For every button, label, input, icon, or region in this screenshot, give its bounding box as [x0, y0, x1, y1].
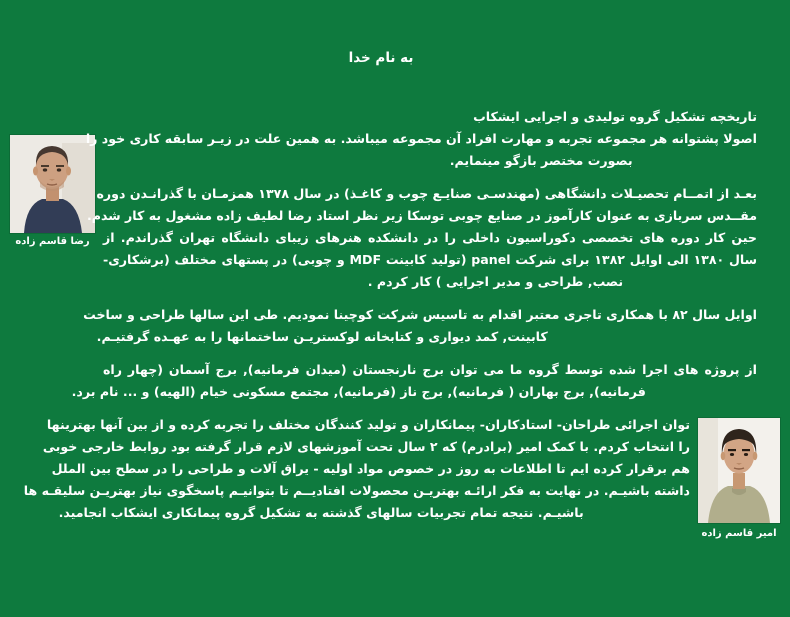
body-line: اوایل سال ۸۲ با همکاری تاجری معتبر اقدام به تاسیس شرکت کوچینا نمودیم. طی این سالها طراحی و ساخت [83, 307, 757, 322]
portrait-icon [10, 135, 95, 233]
body-line: بصورت مختصر بازگو مینمایم. [449, 153, 633, 168]
body-line: را انتخاب کردم. با کمک امیر (برادرم) که ۲ سال تحت آموزشهای لازم قرار گرفته بود روابط خارجی خوبی [42, 439, 690, 454]
body-line: از پروژه های اجرا شده توسط گروه ما می توان برج نارنجستان (میدان فرمانیه), برج آسمان (چهار راه [103, 362, 757, 377]
body-line: تاریخچه تشکیل گروه تولیدی و اجرایی ایشکاب [473, 109, 757, 124]
page-title: به نام خدا [348, 50, 414, 66]
photo-caption-amir: امیر قاسم زاده [701, 528, 777, 539]
biography-text-main [71, 106, 758, 403]
body-line: اصولا پشتوانه هر مجموعه تجربه و مهارت افراد آن مجموعه میباشد. به همین علت در زیـر سابقه کاری خود را [85, 131, 757, 146]
body-line: کابینت, کمد دیواری و کتابخانه لوکستریـن ساختمانها را به عهـده گرفتیـم. [96, 329, 548, 344]
body-line: فرمانیه), برج بهاران ( فرمانیه), برج ناز (فرمانیه), مجتمع مسکونی خیام (الهیه) و ... نام برد. [71, 384, 646, 399]
body-line: حین کار دوره های تخصصی دکوراسیون داخلی را در دانشکده هنرهای زیبای دانشگاه تهران گذراندم. از [103, 230, 757, 245]
body-line: هم برقرار کرده ایم تا اطلاعات به روز در خصوص مواد اولیه - یراق آلات و طراحی را در سطح بین الملل [51, 461, 690, 476]
body-line: داشته باشیـم. در نهایت به فکر ارائـه بهتریـن محصولات افتادیــم تا بتوانیـم پاسخگوی نیاز بهتریـن سلیقـه ها [23, 483, 690, 498]
biography-text-last-paragraph [23, 414, 690, 524]
body-line: سال ۱۳۸۰ الی اوایل ۱۳۸۲ برای شرکت panel (تولید کابینت MDF و چوبی) در پستهای مختلف (برشکاری- [103, 252, 758, 267]
body-line: توان اجرائی طراحان- استادکاران- پیمانکاران و تولید کنندگان مختلف را تجربه کرده و از بین آنها بهترینها [46, 417, 690, 432]
body-line: مقــدس سربازی به عنوان کارآموز در صنایع چوبی توسکا زیر نظر استاد رضا لطیف زاده مشغول به کار شدم. [86, 208, 757, 223]
portrait-icon [698, 418, 780, 523]
portrait-photo-amir [698, 418, 780, 523]
photo-caption-reza: رضا قاسم زاده [15, 236, 90, 247]
portrait-photo-reza [10, 135, 95, 233]
body-line: باشیـم. نتیجه تمام تجربیات سالهای گذشته به تشکیل گروه پیمانکاری ایشکاب انجامید. [58, 505, 584, 520]
body-line: نصب, طراحی و مدیر اجرایی ) کار کردم . [367, 274, 624, 289]
body-line: بعـد از اتمــام تحصیـلات دانشگاهی (مهندسـی صنایـع چوب و کاغـذ) در سال ۱۳۷۸ همزمـان با گذرانـدن دوره [96, 186, 757, 201]
